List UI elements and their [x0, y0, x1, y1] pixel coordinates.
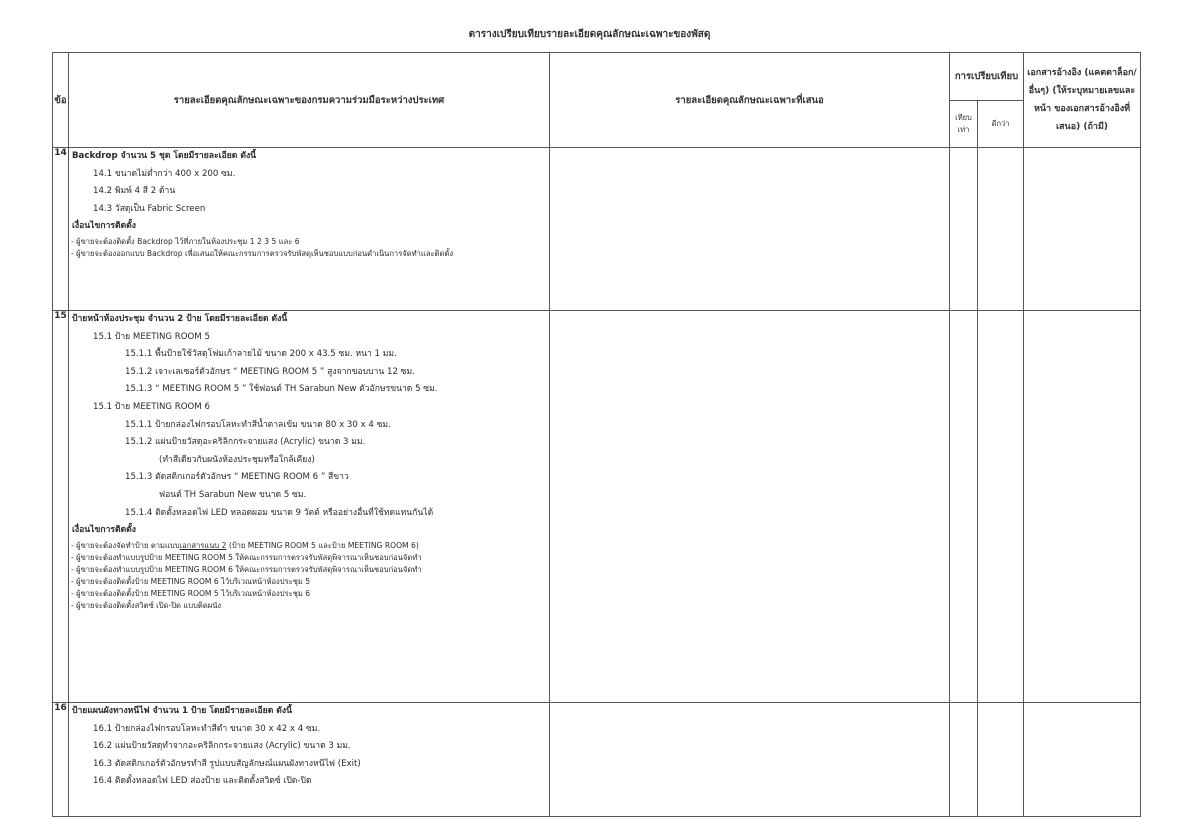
condition-line: - ผู้ขายจะต้องติดตั้ง Backdrop ไว้ที่ภายในห้องประชุม 1 2 3 5 และ 6 — [71, 236, 300, 246]
item-title: Backdrop จำนวน 5 ชุด โดยมีรายละเอียด ดังนี้ — [72, 151, 257, 161]
condition-line: - ผู้ขายจะต้องออกแบบ Backdrop เพื่อเสนอให้คณะกรรมการตรวจรับพัสดุเห็นชอบแบบก่อนดำเนินการจัดทำและติดตั้ง — [71, 248, 454, 258]
header-spec: รายละเอียดคุณลักษณะเฉพาะของกรมความร่วมมือระหว่างประเทศ — [69, 53, 550, 148]
item-line: 15.1.1 ป้ายกล่องไฟกรอบโลหะทำสีน้ำตาลเข้ม ขนาด 80 x 30 x 4 ซม. — [125, 419, 391, 430]
item-line: 15.1 ป้าย MEETING ROOM 5 — [93, 331, 210, 342]
header-reference: เอกสารอ้างอิง (แคตตาล็อก/อื่นๆ) (ให้ระบุหมายเลขและหน้า ของเอกสารอ้างอิงที่เสนอ) (ถ้ามี) — [1024, 53, 1141, 148]
spec-cell-14 — [69, 148, 550, 311]
item-line: 16.4 ติดตั้งหลอดไฟ LED ส่องป้าย และติดตั้งสวิตซ์ เปิด-ปิด — [93, 776, 312, 787]
row-number: 16 — [53, 703, 69, 817]
header-better: ดีกว่า — [978, 101, 1024, 148]
better-cell — [978, 311, 1024, 703]
condition-line: - ผู้ขายจะต้องติดตั้งป้าย MEETING ROOM 6 ไว้บริเวณหน้าห้องประชุม 5 — [71, 576, 311, 586]
item-line: 15.1.3 “ MEETING ROOM 5 ” ใช้ฟอนต์ TH Sarabun New ตัวอักษรขนาด 5 ซม. — [125, 384, 438, 395]
better-cell — [978, 703, 1024, 817]
item-title: ป้ายแผนผังทางหนีไฟ จำนวน 1 ป้าย โดยมีรายละเอียด ดังนี้ — [72, 706, 292, 716]
item-line: ฟอนต์ TH Sarabun New ขนาด 5 ซม. — [159, 489, 307, 500]
table-row-14 — [53, 148, 1141, 311]
item-title: ป้ายหน้าห้องประชุม จำนวน 2 ป้าย โดยมีรายละเอียด ดังนี้ — [72, 314, 288, 324]
item-line: 15.1.2 เจาะเลเซอร์ตัวอักษร “ MEETING ROOM 5 ” สูงจากขอบบาน 12 ซม. — [125, 366, 415, 377]
spec-comparison-table — [52, 52, 1141, 817]
condition-line: - ผู้ขายจะต้องทำแบบรูปป้าย MEETING ROOM 6 ให้คณะกรรมการตรวจรับพัสดุพิจารณาเห็นชอบก่อนจัดทำ — [71, 564, 422, 574]
item-line: 15.1.2 แผ่นป้ายวัสดุอะคริลิกกระจายแสง (Acrylic) ขนาด 3 มม. — [125, 437, 366, 448]
attachment-link: เอกสารแนบ 2 — [179, 540, 227, 550]
row-number: 14 — [53, 148, 69, 311]
spec-cell-16 — [69, 703, 550, 817]
item-line: 15.1.4 ติดตั้งหลอดไฟ LED หลอดผอม ขนาด 9 วัตต์ หรืออย่างอื่นที่ใช้ทดแทนกันได้ — [125, 507, 434, 518]
offer-cell — [550, 311, 950, 703]
equal-cell — [950, 703, 978, 817]
item-line: 16.1 ป้ายกล่องไฟกรอบโลหะทำสีดำ ขนาด 30 x 42 x 4 ซม. — [93, 723, 321, 734]
condition-line: - ผู้ขายจะต้องทำแบบรูปป้าย MEETING ROOM 5 ให้คณะกรรมการตรวจรับพัสดุพิจารณาเห็นชอบก่อนจัดทำ — [71, 552, 422, 562]
header-equal: เทียบเท่า — [950, 101, 978, 148]
item-line: 14.2 พิมพ์ 4 สี 2 ด้าน — [93, 186, 176, 197]
item-line: 15.1 ป้าย MEETING ROOM 6 — [93, 401, 210, 412]
condition-text: - ผู้ขายจะต้องจัดทำป้าย ตามแบบ — [71, 540, 180, 550]
item-line: 15.1.1 พื้นป้ายใช้วัสดุโฟมเก้าลายไม้ ขนาด 200 x 43.5 ซม. หนา 1 มม. — [125, 349, 397, 360]
item-line: (ทำสีเดียวกับผนังห้องประชุมหรือใกล้เคียง) — [159, 454, 315, 465]
item-line: 14.1 ขนาดไม่ต่ำกว่า 400 x 200 ซม. — [93, 168, 236, 179]
equal-cell — [950, 148, 978, 311]
table-row-15 — [53, 311, 1141, 703]
condition-line: - ผู้ขายจะต้องติดตั้งป้าย MEETING ROOM 5 ไว้บริเวณหน้าห้องประชุม 6 — [71, 588, 311, 598]
offer-cell — [550, 148, 950, 311]
reference-cell — [1024, 311, 1141, 703]
item-line: 16.2 แผ่นป้ายวัสดุทำจากอะคริลิกกระจายแสง (Acrylic) ขนาด 3 มม. — [93, 741, 351, 752]
condition-line: - ผู้ขายจะต้องติดตั้งสวิตซ์ เปิด-ปิด แบบติดผนัง — [71, 600, 222, 610]
condition-text: (ป้าย MEETING ROOM 5 และป้าย MEETING ROOM 6) — [226, 540, 419, 550]
condition-title: เงื่อนไขการติดตั้ง — [72, 221, 136, 232]
header-compare: การเปรียบเทียบ — [950, 53, 1024, 101]
page-title: ตารางเปรียบเทียบรายละเอียดคุณลักษณะเฉพาะของพัสดุ — [468, 29, 711, 40]
header-offer: รายละเอียดคุณลักษณะเฉพาะที่เสนอ — [550, 53, 950, 148]
header-no: ข้อ — [53, 53, 69, 148]
row-number: 15 — [53, 311, 69, 703]
reference-cell — [1024, 703, 1141, 817]
condition-title: เงื่อนไขการติดตั้ง — [72, 525, 136, 536]
table-row-16 — [53, 703, 1141, 817]
item-line: 16.3 ตัดสติกเกอร์ตัวอักษรทำสี รูปแบบสัญลักษณ์แผนผังทางหนีไฟ (Exit) — [93, 758, 361, 769]
equal-cell — [950, 311, 978, 703]
item-line: 14.3 วัสดุเป็น Fabric Screen — [93, 203, 206, 214]
offer-cell — [550, 703, 950, 817]
spec-cell-15 — [69, 311, 550, 703]
better-cell — [978, 148, 1024, 311]
item-line: 15.1.3 ตัดสติกเกอร์ตัวอักษร “ MEETING ROOM 6 ” สีขาว — [125, 472, 349, 483]
condition-line — [69, 540, 549, 552]
reference-cell — [1024, 148, 1141, 311]
